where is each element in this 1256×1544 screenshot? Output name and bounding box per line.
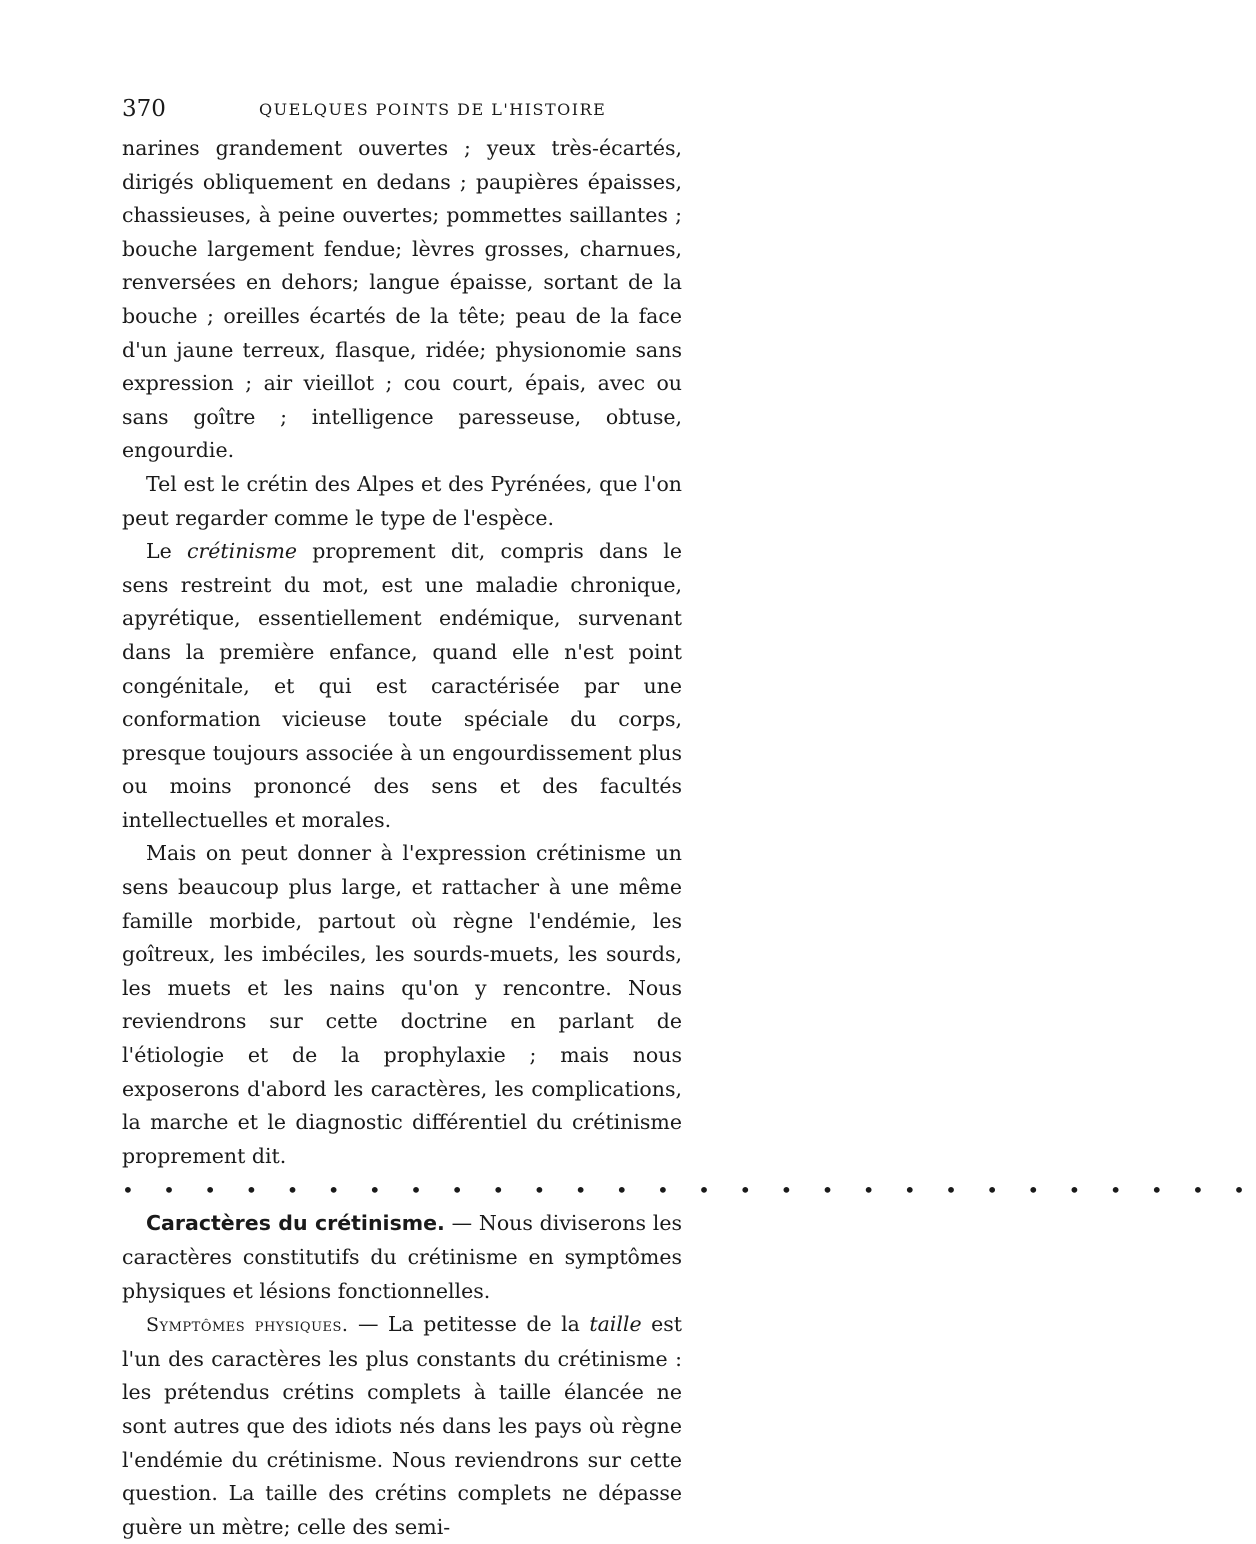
- running-title: QUELQUES POINTS DE L'HISTOIRE: [259, 100, 607, 119]
- dotted-separator: • • • • • • • • • • • • • • • • • • • • • • • • • • • •: [122, 1178, 1256, 1203]
- paragraph-broader-sense: Mais on peut donner à l'expression crétinisme un sens beaucoup plus large, et rattacher à une même famille morbide, partout où règne l'endémie, les goîtreux, les imbéciles, les sourds-muets, les sourds, les muets et les nains qu'on y rencontre. Nous reviendrons sur cette doctrine en parlant de l'étiologie et de la prophylaxie ; mais nous exposerons d'abord les caractères, les complications, la marche et le diagnostic différentiel du crétinisme proprement dit.: [122, 841, 682, 1168]
- paragraph-type: Tel est le crétin des Alpes et des Pyrénées, que l'on peut regarder comme le type de l'espèce.: [122, 471, 682, 530]
- section-text: — Nous diviserons les caractères constitutifs du crétinisme en symptômes physiques et lésions fonctionnelles.: [122, 1211, 682, 1303]
- subsection-text-start: — La petitesse de la: [348, 1312, 590, 1337]
- emphasized-term: crétinisme: [186, 539, 298, 564]
- subsection-text-rest: est l'un des caractères les plus constants du crétinisme : les prétendus crétins complets à taille élancée ne sont autres que des idiots nés dans les pays où règne l'endémie du crétinisme. Nous reviendrons sur cette question. La taille des crétins complets ne dépasse guère un mètre; celle des semi-: [122, 1312, 682, 1539]
- definition-text: proprement dit, compris dans le sens restreint du mot, est une maladie chronique, apyrétique, essentiellement endémique, survenant dans la première enfance, quand elle n'est point congénitale, et qui est caractérisée par une conformation vicieuse toute spéciale du corps, presque toujours associée à un engourdissement plus ou moins prononcé des sens et des facultés intellectuelles et morales.: [122, 539, 682, 832]
- subsection-heading: Symptômes physiques.: [146, 1314, 349, 1337]
- paragraph-description: narines grandement ouvertes ; yeux très-écartés, dirigés obliquement en dedans ; paupières épaisses, chassieuses, à peine ouvertes; pommettes saillantes ; bouche largement fendue; lèvres grosses, charnues, renversées en dehors; langue épaisse, sortant de la bouche ; oreilles écartés de la tête; peau de la face d'un jaune terreux, flasque, ridée; physionomie sans expression ; air vieillot ; cou court, épais, avec ou sans goître ; intelligence paresseuse, obtuse, engourdie.: [122, 136, 682, 463]
- paragraph-definition: [122, 535, 682, 837]
- subsection-paragraph: [122, 1308, 682, 1544]
- section-paragraph: [122, 1207, 682, 1308]
- page-number: 370: [122, 96, 166, 122]
- page-header: [122, 96, 682, 126]
- body-text: [122, 132, 1256, 1544]
- definition-lead: Le: [146, 539, 187, 564]
- section-heading: Caractères du crétinisme.: [146, 1211, 445, 1236]
- emphasized-word: taille: [589, 1312, 642, 1337]
